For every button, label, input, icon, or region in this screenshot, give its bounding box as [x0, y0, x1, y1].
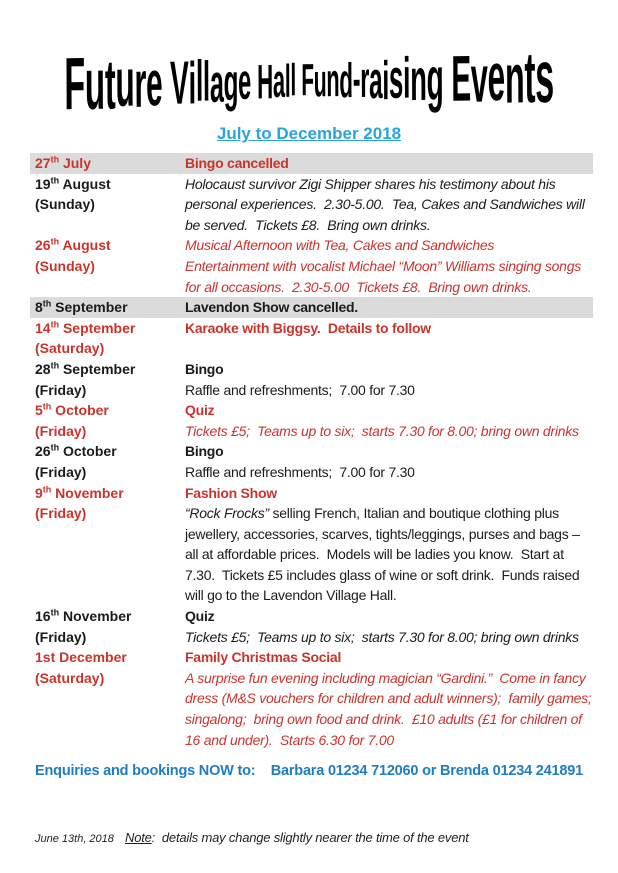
event-date: 28th September [35, 360, 136, 377]
event-date: 1st December [35, 649, 127, 666]
event-detail-cell [185, 441, 593, 482]
title-letter: s [388, 47, 404, 111]
event-row [30, 359, 593, 400]
title-letter: H [256, 53, 273, 109]
title-letter: e [237, 52, 251, 110]
event-detail-cell [185, 174, 593, 236]
title-letter: t [524, 36, 536, 118]
event-description [185, 174, 593, 236]
event-title: Fashion Show [185, 484, 277, 501]
page-title [0, 35, 618, 126]
event-date-cell [30, 441, 185, 482]
event-row [30, 606, 593, 647]
event-title: Karaoke with Biggsy. Details to follow [185, 319, 431, 336]
event-row [30, 318, 593, 359]
enquiries-line: Enquiries and bookings NOW to: Barbara 01234 712060 or Brenda 01234 241891 [35, 763, 583, 780]
event-date: 16th November [35, 607, 132, 625]
title-letter: s [534, 35, 554, 119]
title-letter: d [339, 52, 353, 107]
event-title: Bingo [185, 443, 224, 460]
event-description [185, 462, 593, 483]
event-weekday: (Friday) [35, 505, 87, 522]
event-description [185, 668, 599, 750]
title-letter: u [115, 44, 135, 122]
title-letter: E [451, 41, 471, 115]
page-title-text [64, 35, 554, 126]
event-date: 8th September [35, 298, 128, 316]
footer-date: June 13th, 2018 [35, 833, 114, 846]
event-description [185, 421, 593, 442]
footer [35, 830, 618, 845]
event-title: Quiz [185, 608, 215, 625]
title-letter: a [272, 53, 285, 108]
events-table [30, 153, 599, 750]
title-letter: V [169, 48, 189, 117]
date-ordinal: th [50, 236, 60, 247]
event-date-cell [30, 359, 185, 400]
event-title: Lavendon Show cancelled. [185, 299, 358, 316]
title-letter: i [188, 49, 196, 116]
title-letter: - [352, 51, 361, 108]
event-title: Family Christmas Social [185, 649, 342, 666]
title-letter [162, 52, 170, 115]
date-ordinal: th [50, 607, 60, 618]
date-ordinal: th [50, 174, 60, 185]
event-weekday: (Sunday) [35, 196, 95, 213]
date-ordinal: th [50, 360, 60, 371]
event-detail-cell [185, 235, 593, 297]
event-weekday: (Friday) [35, 422, 87, 439]
title-letter: u [84, 42, 105, 124]
note-text: : details may change slightly nearer the time of the event [151, 830, 469, 846]
event-date: 5th October [35, 401, 109, 419]
event-date-cell [30, 606, 185, 647]
title-letter: l [202, 50, 210, 114]
event-detail-cell [185, 606, 593, 647]
event-date-cell [30, 483, 185, 607]
title-letter: e [487, 38, 505, 116]
event-title: Quiz [185, 402, 215, 419]
description-segment: Raffle and refreshments; 7.00 for 7.30 [185, 463, 415, 480]
description-segment: selling French, Italian and boutique clothing plus jewellery, accessories, scarves, tights/leggings, purses and bags – all at affordable prices. Models will be ladies you know. Start at 7.30. Tickets £5 includes glass of wine or soft drink. Funds raised will go to the Lavendon Village Hall. [185, 505, 584, 604]
event-date: 14th September [35, 319, 136, 336]
title-letter: r [359, 50, 370, 108]
event-detail-cell [185, 359, 593, 400]
title-letter: i [382, 48, 389, 110]
date-ordinal: th [50, 319, 60, 330]
event-weekday: (Friday) [35, 628, 87, 645]
description-segment: Musical Afternoon with Tea, Cakes and Sandwiches [185, 237, 495, 254]
title-letter: l [195, 49, 204, 114]
date-ordinal: th [42, 483, 52, 494]
title-letter: r [134, 46, 147, 121]
event-row [30, 174, 593, 236]
title-letter: u [313, 53, 327, 107]
event-description [185, 380, 593, 401]
event-title: Bingo cancelled [185, 155, 289, 171]
event-title: Bingo [185, 360, 224, 377]
title-letter: t [104, 44, 116, 124]
description-segment: Tickets £5; Teams up to six; starts 7.30 for 8.00; bring own drinks [185, 628, 579, 645]
event-date: 9th November [35, 483, 124, 501]
event-row [30, 153, 593, 174]
event-weekday: (Saturday) [35, 669, 105, 686]
description-segment: Entertainment with vocalist Michael “Moon” Williams singing songs for all occasions. 2.30-5.00 Tickets £8. Bring own drinks. [185, 257, 585, 295]
event-weekday: (Friday) [35, 381, 87, 398]
event-detail-cell [185, 318, 593, 359]
event-date: 19th August [35, 174, 111, 192]
event-date: 26th August [35, 236, 111, 254]
title-letter: l [284, 54, 291, 107]
event-row [30, 647, 599, 750]
date-ordinal: th [50, 154, 60, 165]
event-detail-cell [185, 297, 593, 318]
title-letter: a [209, 51, 224, 113]
event-date-cell [30, 318, 185, 359]
event-row [30, 400, 593, 441]
title-letter: g [426, 44, 444, 113]
title-letter [443, 47, 451, 110]
event-detail-cell [185, 400, 593, 441]
event-weekday: (Saturday) [35, 340, 105, 357]
title-letter: F [64, 42, 85, 126]
event-detail-cell [185, 483, 593, 607]
event-description [185, 503, 593, 606]
event-date-cell [30, 647, 185, 750]
title-letter: g [223, 51, 239, 112]
event-weekday: (Sunday) [35, 257, 95, 274]
title-letter: v [470, 41, 488, 116]
description-segment: A surprise fun evening including magician “Gardini.” Come in fancy dress (M&S vouchers for children and adult winners); family games; singalong; bring own food and drink. £10 adults (£1 for children of 16 and under). Starts 6.30 for 7.00 [185, 669, 599, 748]
date-ordinal: th [42, 298, 52, 309]
event-date-cell [30, 174, 185, 236]
date-ordinal: th [42, 401, 52, 412]
title-letter: F [301, 55, 314, 106]
title-letter: l [290, 56, 296, 106]
event-detail-cell [185, 153, 593, 174]
event-row [30, 483, 593, 607]
event-row [30, 297, 593, 318]
date-ordinal: th [50, 442, 60, 453]
event-date: 26th October [35, 442, 117, 460]
note-label: Note [125, 830, 152, 846]
event-row [30, 441, 593, 482]
event-detail-cell [185, 647, 599, 750]
title-letter: e [145, 45, 163, 119]
footer-note [125, 830, 469, 845]
event-description [185, 256, 593, 297]
title-letter: n [326, 53, 340, 107]
page-subtitle: July to December 2018 [216, 124, 402, 143]
event-description [185, 627, 593, 648]
event-date-cell [30, 297, 185, 318]
event-row [30, 235, 593, 297]
description-segment: Holocaust survivor Zigi Shipper shares his testimony about his personal experiences. 2.30-5.00. Tea, Cakes and Sandwiches will be served. Tickets £8. Bring own drinks. [185, 175, 589, 233]
title-letter: n [409, 45, 427, 113]
title-letter: a [368, 49, 383, 110]
description-segment: Raffle and refreshments; 7.00 for 7.30 [185, 381, 415, 398]
event-description [185, 235, 593, 256]
event-date-cell [30, 153, 185, 174]
event-date-cell [30, 235, 185, 297]
description-segment: “Rock Frocks” [185, 505, 269, 522]
title-letter: n [504, 38, 525, 118]
description-segment: Tickets £5; Teams up to six; starts 7.30 for 8.00; bring own drinks [185, 422, 579, 439]
event-date-cell [30, 400, 185, 441]
title-letter: i [402, 46, 411, 111]
event-weekday: (Friday) [35, 463, 87, 480]
event-date: 27th July [35, 154, 91, 171]
